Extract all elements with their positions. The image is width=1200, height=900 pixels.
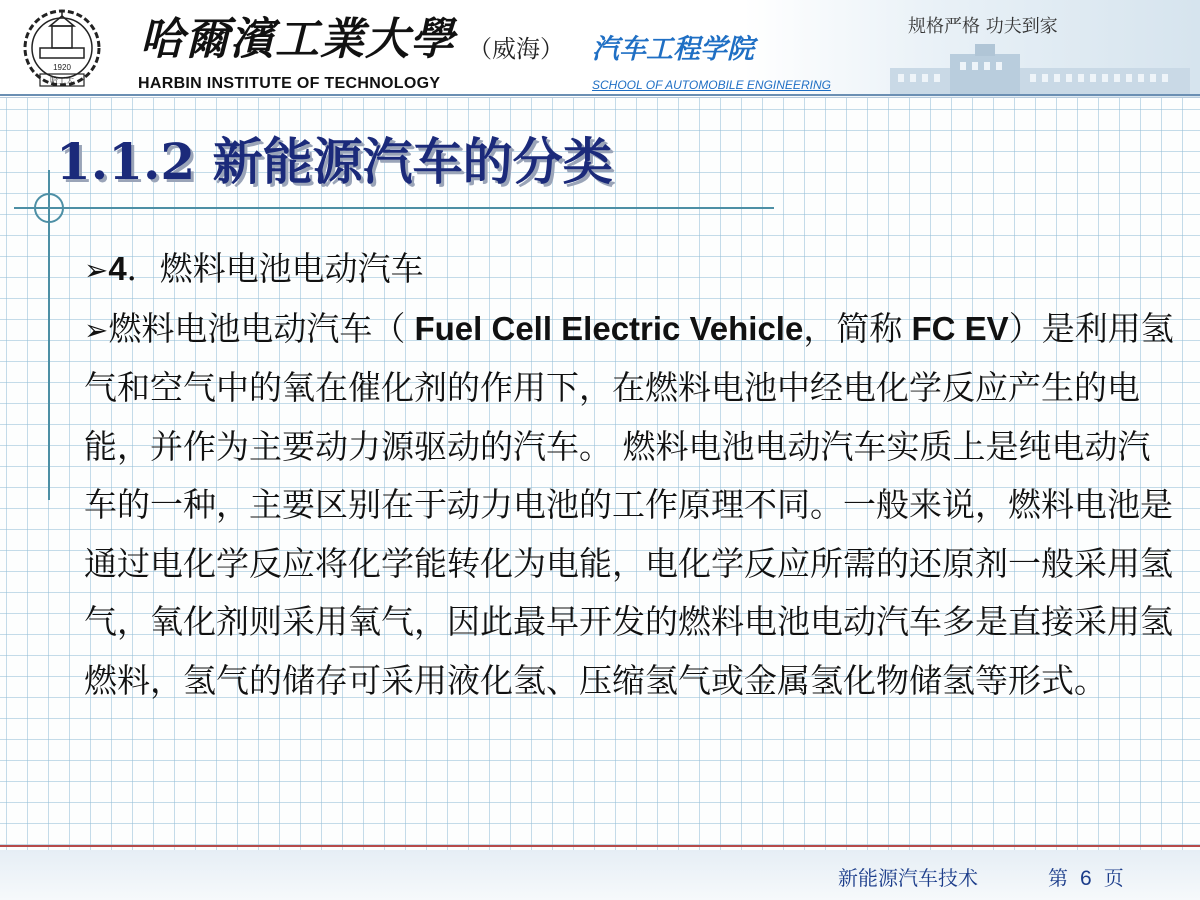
footer-page-indicator <box>1048 866 1124 891</box>
university-motto: 规格严格 功夫到家 <box>908 16 1058 37</box>
bullet-arrow-icon: ➢ <box>84 253 109 287</box>
body-paragraph <box>84 300 1174 711</box>
bullet-number: 4 <box>108 250 127 287</box>
slide-body <box>84 240 1174 710</box>
footer-band <box>0 850 1200 900</box>
header-divider <box>0 94 1200 96</box>
paragraph-english-name: Fuel Cell Electric Vehicle <box>405 309 804 347</box>
campus-name: （威海） <box>468 35 564 63</box>
header-banner <box>0 0 1200 98</box>
page-suffix: 页 <box>1103 866 1124 890</box>
paragraph-arrow-icon: ➢ <box>84 312 109 347</box>
bullet-text: ．燃料电池电动汽车 <box>126 249 424 288</box>
school-name-cn: 汽车工程学院 <box>592 34 754 65</box>
bullet-item <box>84 240 1174 300</box>
university-logo-icon <box>22 8 102 92</box>
page-prefix: 第 <box>1048 866 1068 890</box>
paragraph-abbreviation: FC EV <box>902 309 1009 347</box>
paragraph-body: ）是利用氢气和空气中的氧在催化剂的作用下，在燃料电池中经电化学反应产生的电能，并作为主要动力源驱动的汽车。 燃料电池电动汽车实质上是纯电动汽车的一种，主要区别在于动力电池的工作原理不同。一般来说，燃料电池是通过电化学反应将化学能转化为电能，电化学反应所需的还原剂一般采用氢气，氧化剂则采用氧气，因此最早开发的燃料电池电动汽车多是直接采用氢燃料，氢气的储存可采用液化氢、压缩氢气或金属氢化物储氢等形式。 <box>84 308 1174 700</box>
university-name-en: HARBIN INSTITUTE OF TECHNOLOGY <box>138 75 441 92</box>
campus-building-illustration <box>890 40 1190 94</box>
university-name-cn: 哈爾濱工業大學 <box>140 14 455 65</box>
header-divider-thin <box>0 97 1200 98</box>
slide-title: 1.1.2 新能源汽车的分类 <box>56 132 613 191</box>
decorative-crosshair-circle <box>34 193 64 223</box>
school-name-en: SCHOOL OF AUTOMOBILE ENGINEERING <box>592 78 831 92</box>
logo-text: 哈工大 <box>50 76 74 85</box>
paragraph-lead: 燃料电池电动汽车（ <box>108 308 406 348</box>
paragraph-mid: ，简称 <box>803 308 903 348</box>
footer-divider <box>0 845 1200 847</box>
decorative-horizontal-line <box>14 207 774 209</box>
logo-year: 1920 <box>53 63 71 72</box>
page-number: 6 <box>1080 867 1092 890</box>
footer-course-name: 新能源汽车技术 <box>838 866 978 890</box>
